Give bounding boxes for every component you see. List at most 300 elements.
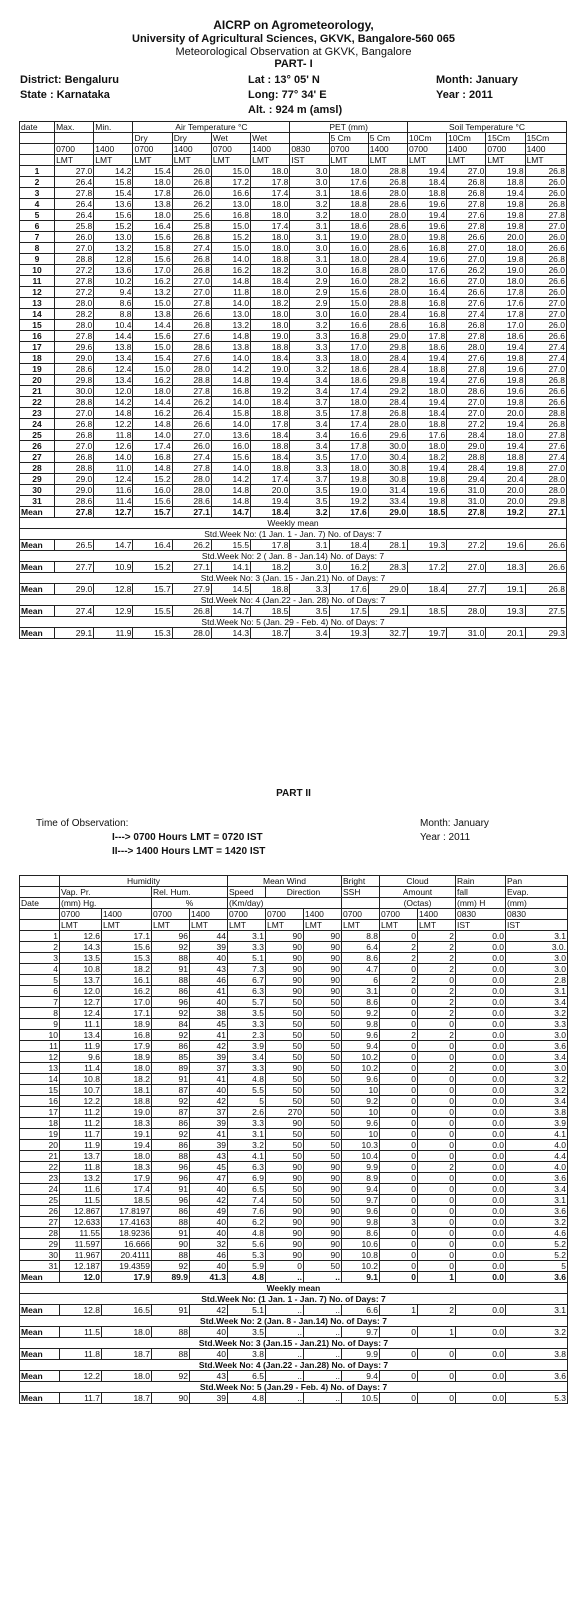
table-cell: 12.633: [60, 1217, 102, 1228]
table-cell: 29.8: [368, 342, 407, 353]
table-cell: 0.0: [456, 1118, 506, 1129]
table-cell: 3.4: [506, 1052, 568, 1063]
table-cell: 17.4: [329, 419, 368, 430]
table-cell: 3.1: [506, 1195, 568, 1206]
table-cell: 27.4: [447, 309, 486, 320]
table-cell: 27.4: [525, 342, 566, 353]
table-row: [20, 408, 567, 419]
header-cell: LMT: [190, 920, 228, 931]
week-mean-cell: Mean: [20, 1371, 60, 1382]
table-cell: 9.8: [342, 1019, 380, 1030]
table-cell: 50: [304, 1195, 342, 1206]
week-mean-cell: 19.6: [486, 540, 525, 551]
table-cell: 0: [380, 1063, 418, 1074]
table-row: [20, 287, 567, 298]
table-cell: 13.0: [211, 309, 250, 320]
week-mean-cell: 19.7: [407, 628, 446, 639]
table-cell: 13.6: [211, 430, 250, 441]
table-cell: 90: [266, 1118, 304, 1129]
table-cell: 92: [152, 1030, 190, 1041]
table-cell: 2: [418, 1063, 456, 1074]
table-cell: 11.9: [60, 1140, 102, 1151]
header-cell: Mean Wind: [228, 876, 342, 887]
mean-cell: 17.9: [102, 1272, 152, 1283]
table-row: [20, 331, 567, 342]
table-cell: 0.0: [456, 964, 506, 975]
table-cell: 0.0: [456, 1261, 506, 1272]
table-cell: 43: [190, 1151, 228, 1162]
table-cell: 0.0: [456, 1085, 506, 1096]
week-mean-cell: 18.0: [102, 1371, 152, 1382]
table-cell: 15.8: [211, 408, 250, 419]
header-cell: Rain: [456, 876, 506, 887]
table-cell: 0.0: [456, 1041, 506, 1052]
table-cell: 15.6: [133, 254, 172, 265]
table-cell: 29: [20, 1239, 60, 1250]
table-cell: 12.2: [60, 1096, 102, 1107]
table-cell: 3.4: [290, 419, 329, 430]
table-cell: 50: [304, 1151, 342, 1162]
table-cell: 27.8: [447, 221, 486, 232]
table-row: [20, 463, 567, 474]
header-cell: 0700: [228, 909, 266, 920]
table-cell: 28.8: [55, 397, 94, 408]
table-cell: 26.0: [525, 320, 566, 331]
header-cell: Rel. Hum.: [152, 887, 228, 898]
header-cell: 10Cm: [407, 133, 446, 144]
table-cell: 29.4: [447, 474, 486, 485]
table-cell: 2.6: [228, 1107, 266, 1118]
week-mean-cell: 15.5: [133, 606, 172, 617]
header-cell: LMT: [380, 920, 418, 931]
table-cell: 27.6: [447, 353, 486, 364]
table-cell: 3.6: [506, 1173, 568, 1184]
week-mean-cell: 9.7: [342, 1327, 380, 1338]
table-header-row: [20, 144, 567, 155]
table-cell: 9: [20, 1019, 60, 1030]
table-cell: 0: [418, 1151, 456, 1162]
table-cell: 6.9: [228, 1173, 266, 1184]
table-cell: 3.4: [506, 1096, 568, 1107]
table-cell: 28.0: [172, 474, 211, 485]
table-cell: 3.2: [506, 1085, 568, 1096]
table-cell: 18.0: [133, 386, 172, 397]
table-cell: 4.8: [228, 1228, 266, 1239]
week-mean-cell: 19.3: [486, 606, 525, 617]
table-cell: 46: [190, 975, 228, 986]
table-cell: 17.9: [102, 1041, 152, 1052]
header-cell: 1400: [447, 144, 486, 155]
table-cell: 17.0: [133, 265, 172, 276]
table-cell: 3.1: [506, 931, 568, 942]
table-cell: 2: [418, 964, 456, 975]
table-cell: 0: [380, 1151, 418, 1162]
table-cell: 90: [304, 1173, 342, 1184]
table-cell: 0: [380, 1162, 418, 1173]
table-cell: 13.8: [133, 199, 172, 210]
week-title-row: [20, 617, 567, 628]
table-cell: 16.8: [407, 243, 446, 254]
part2-title: PART II: [276, 788, 311, 799]
header-cell: IST: [506, 920, 568, 931]
table-cell: 26: [20, 441, 55, 452]
week-mean-cell: 28.3: [368, 562, 407, 573]
week-mean-cell: 26.8: [525, 584, 566, 595]
table-cell: 10: [342, 1129, 380, 1140]
week-mean-cell: 92: [152, 1371, 190, 1382]
table-cell: 17.8: [251, 419, 290, 430]
table-cell: 28.0: [55, 298, 94, 309]
table-cell: 31.4: [368, 485, 407, 496]
week-mean-cell: 6.5: [228, 1371, 266, 1382]
table-cell: 18.0: [486, 430, 525, 441]
table-cell: 2: [418, 986, 456, 997]
table-cell: 14.0: [94, 452, 133, 463]
week-mean-cell: 27.1: [172, 562, 211, 573]
table-cell: 19.8: [486, 397, 525, 408]
table-cell: 9: [20, 254, 55, 265]
table-cell: 10.3: [342, 1140, 380, 1151]
table-cell: 3.4: [506, 997, 568, 1008]
table-cell: 16.4: [407, 287, 446, 298]
table-cell: 26.6: [525, 243, 566, 254]
table-cell: 15.0: [211, 243, 250, 254]
week-mean-cell: Mean: [20, 584, 55, 595]
table-cell: 4.0: [506, 1162, 568, 1173]
table-cell: 19: [20, 364, 55, 375]
table-cell: 19.4: [486, 419, 525, 430]
table-cell: 15.6: [211, 452, 250, 463]
table-cell: 8.8: [342, 931, 380, 942]
week-title: Std.Week No: (1 Jan. 1 - Jan. 7) No. of Days: 7: [20, 529, 567, 540]
table-cell: 18.8: [251, 342, 290, 353]
table-cell: 3.0: [290, 243, 329, 254]
mean-cell: 27.1: [525, 507, 566, 518]
table-cell: 2: [380, 942, 418, 953]
table-cell: 90: [304, 942, 342, 953]
week-mean-cell: 29.3: [525, 628, 566, 639]
table-cell: 19.6: [486, 364, 525, 375]
table-cell: 26.8: [525, 166, 566, 177]
table-cell: 16.2: [133, 375, 172, 386]
table-cell: 96: [152, 1173, 190, 1184]
table-cell: 29.8: [368, 375, 407, 386]
table-row: [20, 997, 568, 1008]
table-cell: 19.1: [102, 1129, 152, 1140]
table-cell: 3.0: [290, 309, 329, 320]
week-mean-cell: 12.8: [94, 584, 133, 595]
week-mean-cell: 3.1: [290, 540, 329, 551]
table-cell: 1: [20, 931, 60, 942]
table-cell: 27.2: [55, 287, 94, 298]
week-mean-cell: 14.1: [211, 562, 250, 573]
table-row: [20, 1118, 568, 1129]
table-cell: 19: [20, 1129, 60, 1140]
table-cell: 5: [20, 975, 60, 986]
table-cell: 0.0: [456, 1140, 506, 1151]
table-cell: 27.0: [447, 243, 486, 254]
table-cell: 20.0: [486, 485, 525, 496]
table-cell: 19.8: [486, 353, 525, 364]
table-cell: 25.8: [55, 221, 94, 232]
week-mean-row: [20, 1371, 568, 1382]
table-row: [20, 397, 567, 408]
table-cell: 8.6: [342, 1228, 380, 1239]
table-cell: 50: [304, 1030, 342, 1041]
table-cell: 16.6: [329, 320, 368, 331]
table-cell: 14.3: [60, 942, 102, 953]
table-cell: 0: [418, 1184, 456, 1195]
table-cell: 18.0: [251, 320, 290, 331]
table-cell: 50: [266, 1184, 304, 1195]
mean-cell: 1: [418, 1272, 456, 1283]
table-cell: 90: [304, 953, 342, 964]
table-cell: 8.6: [94, 298, 133, 309]
week-mean-cell: 17.6: [329, 584, 368, 595]
table-row: [20, 320, 567, 331]
table-cell: 30.8: [368, 474, 407, 485]
table-row: [20, 964, 568, 975]
week-mean-cell: 29.1: [368, 606, 407, 617]
table-cell: 16.6: [211, 188, 250, 199]
week-mean-cell: 29.1: [55, 628, 94, 639]
table-cell: 17.4: [329, 386, 368, 397]
table-cell: 42: [190, 1096, 228, 1107]
table-cell: 27.8: [55, 331, 94, 342]
table-cell: 86: [152, 986, 190, 997]
table-cell: 18: [20, 1118, 60, 1129]
table-cell: 27.8: [447, 364, 486, 375]
table-cell: 9.2: [342, 1008, 380, 1019]
mean-cell: 0.0: [456, 1272, 506, 1283]
table-cell: 30: [20, 485, 55, 496]
table-cell: 14.8: [211, 496, 250, 507]
table-cell: 19.0: [329, 232, 368, 243]
week-mean-cell: 14.5: [211, 584, 250, 595]
table-cell: 26.8: [525, 375, 566, 386]
week-mean-cell: 3.6: [506, 1371, 568, 1382]
table-cell: 46: [190, 1250, 228, 1261]
table-cell: 0.0: [456, 1008, 506, 1019]
week-mean-cell: 3.8: [228, 1349, 266, 1360]
table-row: [20, 1019, 568, 1030]
table-cell: 50: [266, 1151, 304, 1162]
table-cell: 19.2: [251, 386, 290, 397]
table-cell: 0.0: [456, 1151, 506, 1162]
week-mean-cell: 12.2: [60, 1371, 102, 1382]
table-cell: 14.8: [211, 276, 250, 287]
header-cell: Air Temperature °C: [133, 122, 290, 133]
table-cell: 7.4: [228, 1195, 266, 1206]
week-mean-cell: 91: [152, 1305, 190, 1316]
table-row: [20, 1008, 568, 1019]
week-title-row: [20, 1338, 568, 1349]
table-cell: 3.4: [290, 430, 329, 441]
table-cell: 0.0: [456, 986, 506, 997]
table-cell: 20.4: [486, 474, 525, 485]
table-cell: 27.0: [55, 408, 94, 419]
table-cell: 19.4: [486, 188, 525, 199]
table-cell: 90: [266, 1250, 304, 1261]
table-cell: 18.0: [407, 441, 446, 452]
table-cell: 0: [380, 1206, 418, 1217]
table-cell: 3.2: [290, 210, 329, 221]
table-cell: 0: [266, 1261, 304, 1272]
table-cell: 90: [266, 1206, 304, 1217]
table-cell: 0: [380, 1239, 418, 1250]
week-mean-cell: Mean: [20, 1327, 60, 1338]
table-cell: 0: [418, 1074, 456, 1085]
mean-cell: 15.7: [133, 507, 172, 518]
table-cell: 26.8: [172, 254, 211, 265]
table-cell: 2.9: [290, 298, 329, 309]
table-cell: 27.6: [172, 331, 211, 342]
table-cell: 0: [380, 997, 418, 1008]
week-mean-cell: 0.0: [456, 1327, 506, 1338]
header-cell: date: [20, 122, 55, 133]
table-cell: 90: [266, 931, 304, 942]
week-mean-cell: 18.5: [407, 606, 446, 617]
table-cell: 15.6: [133, 232, 172, 243]
table-cell: 19.4359: [102, 1261, 152, 1272]
table-cell: 92: [152, 942, 190, 953]
table-cell: 18.6: [486, 331, 525, 342]
table-cell: 18.6: [407, 342, 446, 353]
table-cell: 3.3: [290, 342, 329, 353]
table-cell: 26.2: [172, 199, 211, 210]
week-mean-cell: 40: [190, 1327, 228, 1338]
table-row: [20, 1052, 568, 1063]
table-cell: 90: [266, 1173, 304, 1184]
mean-cell: 18.5: [407, 507, 446, 518]
table-cell: 19.0: [486, 265, 525, 276]
header-cell: fall: [456, 887, 506, 898]
table-row: [20, 1074, 568, 1085]
table-cell: 17.9: [102, 1173, 152, 1184]
table-header-row: [20, 920, 568, 931]
mean-cell: 4.8: [228, 1272, 266, 1283]
table-cell: 26.6: [525, 331, 566, 342]
header-cell: Date: [20, 898, 60, 909]
header-cell: Cloud: [380, 876, 456, 887]
table-cell: 2.9: [290, 287, 329, 298]
table-cell: 47: [190, 1173, 228, 1184]
table-cell: 19.8: [486, 463, 525, 474]
table-cell: 7: [20, 997, 60, 1008]
table-cell: 30: [20, 1250, 60, 1261]
table-cell: 0: [418, 1140, 456, 1151]
table-cell: 0: [418, 1107, 456, 1118]
table-cell: 29.6: [55, 342, 94, 353]
table-header-row: [20, 876, 568, 887]
table-cell: 18.0: [329, 166, 368, 177]
table-cell: 18.0: [133, 210, 172, 221]
mean-cell: 29.0: [368, 507, 407, 518]
week-mean-cell: 19.3: [407, 540, 446, 551]
week-title-row: [20, 529, 567, 540]
week-mean-cell: 17.5: [329, 606, 368, 617]
table-cell: 5.7: [228, 997, 266, 1008]
table-cell: 27.0: [525, 463, 566, 474]
table-cell: 6.5: [228, 1184, 266, 1195]
table-cell: 0.0: [456, 942, 506, 953]
table-cell: 10.8: [60, 964, 102, 975]
table-cell: 0: [380, 1041, 418, 1052]
table-cell: 17.6: [407, 430, 446, 441]
table-cell: 14.8: [133, 463, 172, 474]
mean-cell: 19.2: [486, 507, 525, 518]
table-cell: 14.8: [211, 485, 250, 496]
table-cell: 96: [152, 997, 190, 1008]
table-cell: 19.4: [407, 210, 446, 221]
mean-cell: 18.4: [251, 507, 290, 518]
week-title: Std.Week No: 5 (Jan.29 - Feb. 4) No. of Days: 7: [20, 1382, 568, 1393]
header-cell: LMT: [55, 155, 94, 166]
week-mean-cell: 16.2: [329, 562, 368, 573]
table-cell: 26.8: [172, 320, 211, 331]
week-title: Std.Week No: 5 (Jan. 29 - Feb. 4) No. of Days: 7: [20, 617, 567, 628]
table-cell: 0.0: [456, 1184, 506, 1195]
table-cell: 19.8: [486, 375, 525, 386]
table-cell: 0: [380, 1173, 418, 1184]
table-cell: 2: [380, 1030, 418, 1041]
table-cell: 14.2: [94, 397, 133, 408]
table-cell: 26.0: [525, 232, 566, 243]
table-cell: 86: [152, 1206, 190, 1217]
table-cell: 19.8: [486, 210, 525, 221]
table-cell: 90: [152, 1239, 190, 1250]
week-mean-row: [20, 1305, 568, 1316]
header-cell: Vap. Pr.: [60, 887, 152, 898]
table-cell: 91: [152, 1184, 190, 1195]
table-cell: 88: [152, 975, 190, 986]
table-cell: 18.8: [251, 463, 290, 474]
table-cell: 12.0: [60, 986, 102, 997]
table-cell: 18.8: [102, 1096, 152, 1107]
table-cell: 0: [418, 1239, 456, 1250]
table-cell: 26.6: [525, 276, 566, 287]
table-cell: 12.6: [60, 931, 102, 942]
table-cell: 0: [418, 1228, 456, 1239]
table-cell: 27.4: [525, 353, 566, 364]
table-cell: 14.8: [133, 419, 172, 430]
week-mean-row: [20, 1393, 568, 1404]
header-cell: 1400: [102, 909, 152, 920]
table-row: [20, 1151, 568, 1162]
table-cell: 14: [20, 1074, 60, 1085]
table-cell: 9.6: [342, 1030, 380, 1041]
mean-cell: 12.7: [94, 507, 133, 518]
week-mean-cell: 2: [418, 1305, 456, 1316]
table-cell: 42: [190, 1041, 228, 1052]
week-mean-cell: 5.3: [506, 1393, 568, 1404]
table-cell: 0: [380, 1195, 418, 1206]
table-cell: 40: [190, 953, 228, 964]
table-cell: 0.0: [456, 1096, 506, 1107]
table-cell: 49: [190, 1206, 228, 1217]
table-cell: 26.8: [525, 419, 566, 430]
table-cell: 21: [20, 1151, 60, 1162]
table-cell: 90: [266, 975, 304, 986]
table-cell: 3.5: [290, 452, 329, 463]
table-cell: 14.2: [211, 474, 250, 485]
table-cell: 26.0: [525, 265, 566, 276]
table-cell: 11.55: [60, 1228, 102, 1239]
table-cell: 5.9: [228, 1261, 266, 1272]
header-cell: 0830: [506, 909, 568, 920]
table-cell: 6: [342, 975, 380, 986]
table-cell: 19.0: [251, 364, 290, 375]
